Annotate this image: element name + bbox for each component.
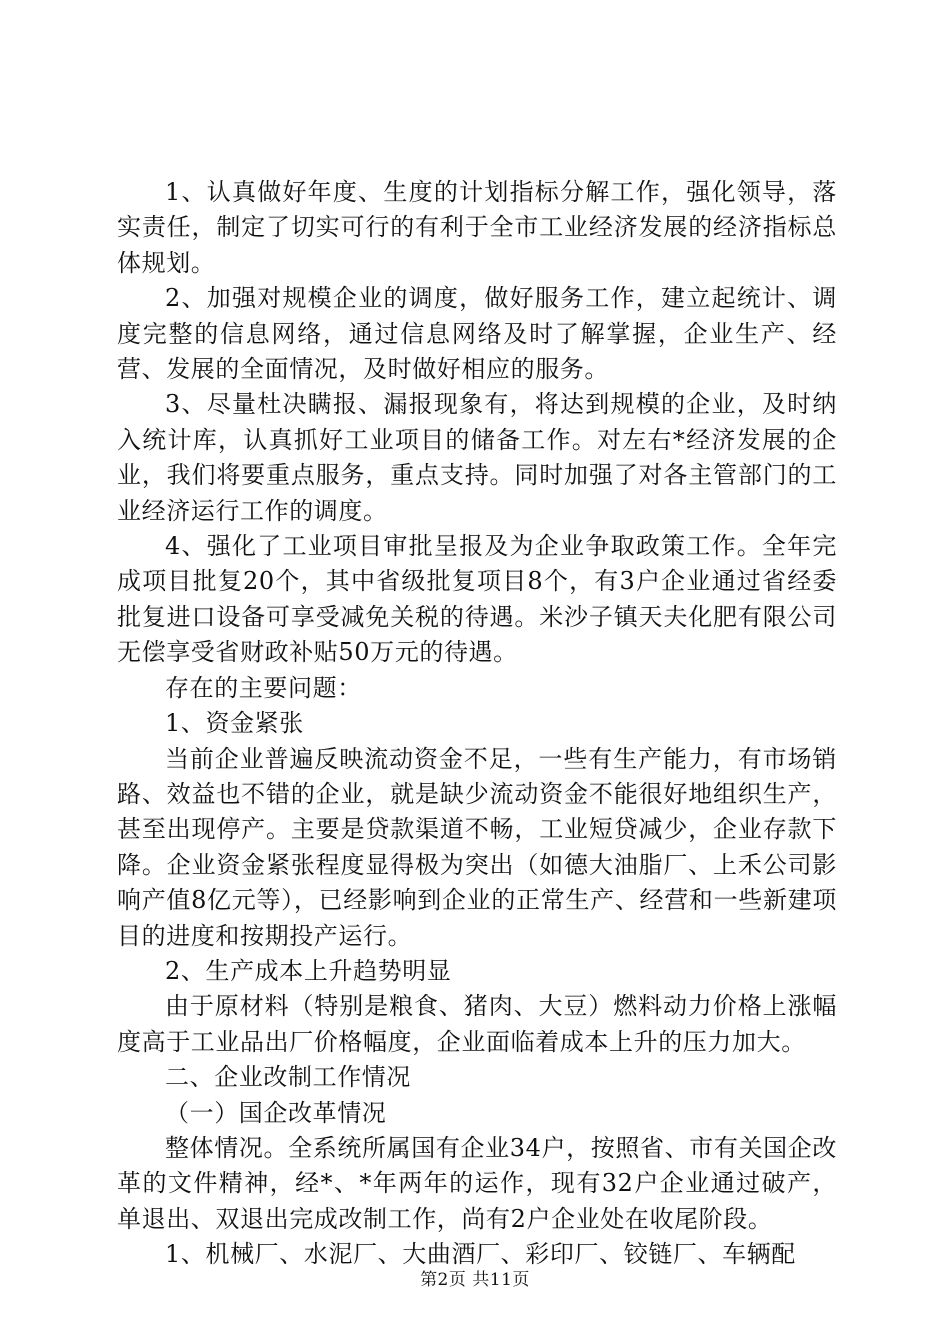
paragraph-cost: 由于原材料（特别是粮食、猪肉、大豆）燃料动力价格上涨幅度高于工业品出厂价格幅度，企业面临着成本上升的压力加大。 [117, 992, 837, 1056]
paragraph-list-start: 1、机械厂、水泥厂、大曲酒厂、彩印厂、铰链厂、车辆配 [165, 1240, 796, 1269]
paragraph-funding: 当前企业普遍反映流动资金不足，一些有生产能力，有市场销路、效益也不错的企业，就是缺少流动资金不能很好地组织生产，甚至出现停产。主要是贷款渠道不畅，工业短贷减少，企业存款下降。企业资金紧张程度显得极为突出（如德大油脂厂、上禾公司影响产值8亿元等），已经影响到企业的正常生产、经营和一些新建项目的进度和按期投产运行。 [117, 744, 837, 950]
subheading-funding: 1、资金紧张 [165, 709, 304, 738]
subheading-cost: 2、生产成本上升趋势明显 [165, 956, 452, 985]
paragraph-3: 3、尽量杜决瞒报、漏报现象有，将达到规模的企业，及时纳入统计库，认真抓好工业项目的储备工作。对左右*经济发展的企业，我们将要重点服务，重点支持。同时加强了对各主管部门的工业经济运行工作的调度。 [117, 390, 837, 525]
section-heading-reform: 二、企业改制工作情况 [165, 1063, 411, 1092]
paragraph-2: 2、加强对规模企业的调度，做好服务工作，建立起统计、调度完整的信息网络，通过信息网络及时了解掌握，企业生产、经营、发展的全面情况，及时做好相应的服务。 [117, 284, 837, 384]
page-footer: 第2页 共11页 [420, 1270, 530, 1290]
section-heading-problems: 存在的主要问题： [165, 673, 362, 702]
document-body [117, 175, 837, 1273]
paragraph-1: 1、认真做好年度、生度的计划指标分解工作，强化领导，落实责任，制定了切实可行的有利于全市工业经济发展的经济指标总体规划。 [117, 178, 837, 277]
paragraph-overall: 整体情况。全系统所属国有企业34户，按照省、市有关国企改革的文件精神，经*、*年两年的运作，现有32户企业通过破产，单退出、双退出完成改制工作，尚有2户企业处在收尾阶段。 [117, 1133, 837, 1233]
subheading-soe-reform: （一）国企改革情况 [165, 1098, 387, 1127]
paragraph-4: 4、强化了工业项目审批呈报及为企业争取政策工作。全年完成项目批复20个，其中省级批复项目8个，有3户企业通过省经委批复进口设备可享受减免关税的待遇。米沙子镇天夫化肥有限公司无偿享受省财政补贴50万元的待遇。 [117, 532, 837, 667]
